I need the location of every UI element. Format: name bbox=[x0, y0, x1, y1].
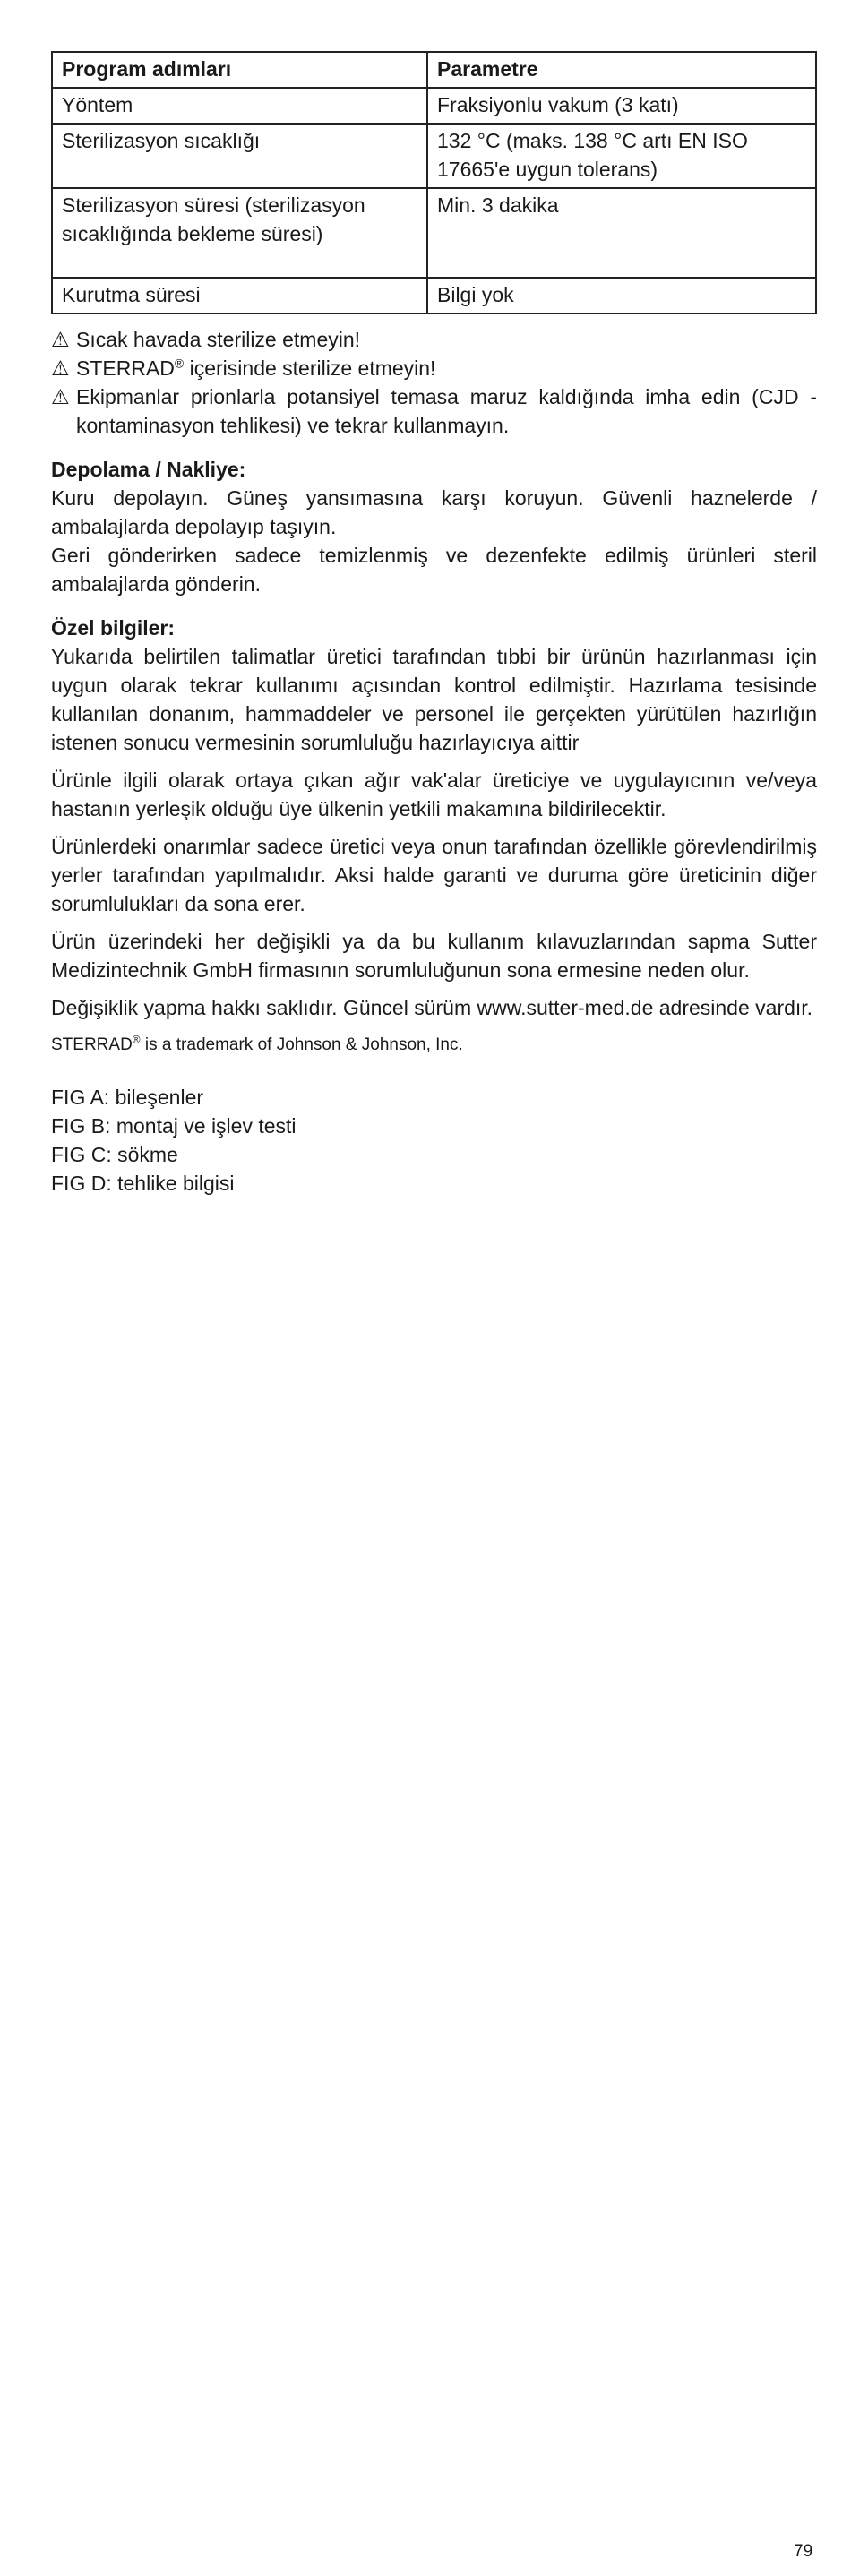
table-cell-param: 132 °C (maks. 138 °C artı EN ISO 17665'e uygun tolerans) bbox=[427, 124, 816, 188]
warnings-list bbox=[51, 325, 817, 440]
special-info-section-title: Özel bilgiler: bbox=[51, 616, 176, 640]
storage-paragraph: Kuru depolayın. Güneş yansımasına karşı koruyun. Güvenli haznelerde / ambalajlarda depolayıp taşıyın. bbox=[51, 486, 817, 538]
table-row bbox=[52, 278, 816, 313]
warning-triangle-icon: ⚠ bbox=[51, 356, 70, 380]
warning-text: içerisinde sterilize etmeyin! bbox=[184, 356, 436, 380]
table-header-row bbox=[52, 52, 816, 88]
storage-section-title: Depolama / Nakliye: bbox=[51, 458, 246, 481]
table-row bbox=[52, 124, 816, 188]
table-cell-step: Sterilizasyon süresi (sterilizasyon sıcaklığında bekleme süresi) bbox=[52, 188, 427, 278]
registered-mark: ® bbox=[174, 356, 185, 371]
table-cell-step: Kurutma süresi bbox=[52, 278, 427, 313]
sterilization-parameters-table bbox=[51, 51, 817, 314]
warning-triangle-icon: ⚠ bbox=[51, 328, 70, 351]
storage-paragraph: Geri gönderirken sadece temizlenmiş ve dezenfekte edilmiş ürünleri steril ambalajlarda gönderin. bbox=[51, 544, 817, 596]
table-cell-step: Yöntem bbox=[52, 88, 427, 124]
page-content bbox=[51, 51, 817, 1198]
table-row bbox=[52, 188, 816, 278]
figure-list bbox=[51, 1083, 817, 1198]
header-program-steps: Program adımları bbox=[52, 52, 427, 88]
table-cell-param: Min. 3 dakika bbox=[427, 188, 816, 278]
figure-item: FIG D: tehlike bilgisi bbox=[51, 1172, 235, 1195]
special-info-paragraph: Değişiklik yapma hakkı saklıdır. Güncel sürüm www.sutter-med.de adresinde vardır. bbox=[51, 996, 813, 1019]
table-cell-param: Bilgi yok bbox=[427, 278, 816, 313]
warning-item bbox=[51, 354, 817, 382]
warning-item bbox=[51, 382, 817, 440]
trademark-brand: STERRAD bbox=[51, 1035, 133, 1054]
warning-brand: STERRAD bbox=[76, 356, 175, 380]
special-info-paragraph: Yukarıda belirtilen talimatlar üretici tarafından tıbbi bir ürünün hazırlanması için uygun olarak tekrar kullanımı açısından kontrol edilmiştir. Hazırlama tesisinde kullanılan donanım, hammaddeler ve personel ile gerçekten yürütülen hazırlığın istenen sonucu vermesinin sorumluluğu hazırlayıcıya aittir bbox=[51, 645, 817, 754]
table-row bbox=[52, 88, 816, 124]
warning-triangle-icon: ⚠ bbox=[51, 385, 70, 408]
warning-item bbox=[51, 325, 817, 354]
table-cell-param: Fraksiyonlu vakum (3 katı) bbox=[427, 88, 816, 124]
warning-text: Sıcak havada sterilize etmeyin! bbox=[76, 328, 361, 351]
registered-mark: ® bbox=[132, 1033, 141, 1046]
figure-item: FIG C: sökme bbox=[51, 1143, 178, 1166]
page-number: 79 bbox=[794, 2542, 813, 2561]
special-info-paragraph: Ürünle ilgili olarak ortaya çıkan ağır vak'alar üreticiye ve uygulayıcının ve/veya hastanın yerleşik olduğu üye ülkenin yetkili makamına bildirilecektir. bbox=[51, 769, 817, 820]
figure-item: FIG A: bileşenler bbox=[51, 1086, 204, 1109]
figure-item: FIG B: montaj ve işlev testi bbox=[51, 1114, 297, 1138]
special-info-paragraph: Ürün üzerindeki her değişikli ya da bu kullanım kılavuzlarından sapma Sutter Medizintechnik GmbH firmasının sorumluluğunun sona ermesine neden olur. bbox=[51, 930, 817, 982]
trademark-notice bbox=[51, 1033, 817, 1058]
warning-text: Ekipmanlar prionlarla potansiyel temasa maruz kaldığında imha edin (CJD - kontaminasyon tehlikesi) ve tekrar kullanmayın. bbox=[76, 385, 817, 437]
trademark-text: is a trademark of Johnson & Johnson, Inc. bbox=[140, 1035, 463, 1054]
table-cell-step: Sterilizasyon sıcaklığı bbox=[52, 124, 427, 188]
special-info-paragraph: Ürünlerdeki onarımlar sadece üretici veya onun tarafından özellikle görevlendirilmiş yerler tarafından yapılmalıdır. Aksi halde garanti ve duruma göre üreticinin diğer sorumlulukları da sona erer. bbox=[51, 835, 817, 915]
header-parameter: Parametre bbox=[427, 52, 816, 88]
